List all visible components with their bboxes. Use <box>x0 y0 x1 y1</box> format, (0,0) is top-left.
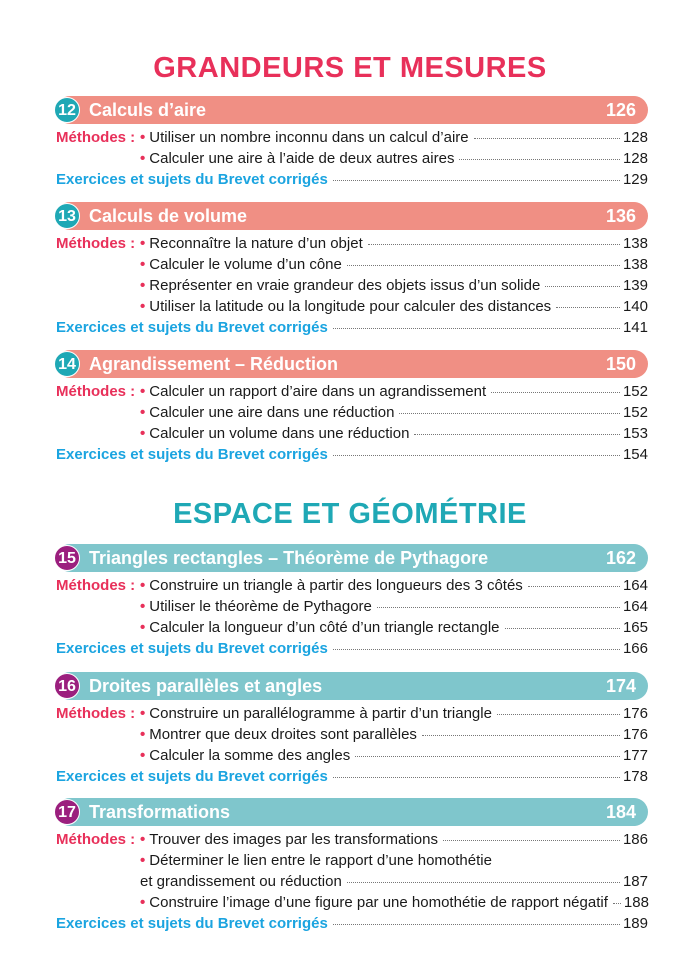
chapter-13 <box>56 202 648 340</box>
method-page: 128 <box>622 150 648 167</box>
dot-leader <box>377 607 620 608</box>
dot-leader <box>528 586 620 587</box>
method-entry[interactable] <box>56 298 648 319</box>
method-page: 139 <box>622 277 648 294</box>
chapter-page: 136 <box>605 206 636 226</box>
exercises-page: 189 <box>622 915 648 932</box>
exercises-label: Exercices et sujets du Brevet corrigés <box>56 768 328 785</box>
dot-leader <box>414 434 620 435</box>
method-entry[interactable] <box>56 577 648 598</box>
method-text: Trouver des images par les transformations <box>149 831 438 848</box>
chapter-header[interactable] <box>56 96 648 124</box>
method-entry[interactable] <box>56 404 648 425</box>
bullet-icon: • <box>140 129 146 146</box>
method-text: Utiliser la latitude ou la longitude pour calculer des distances <box>149 298 552 315</box>
method-page: 152 <box>622 404 648 421</box>
method-text: Calculer le volume d’un cône <box>149 256 342 273</box>
dot-leader <box>347 265 620 266</box>
chapter-header[interactable] <box>56 350 648 378</box>
method-text: Utiliser un nombre inconnu dans un calcul d’aire <box>149 129 469 146</box>
method-text: Calculer la longueur d’un côté d’un triangle rectangle <box>149 619 500 636</box>
method-text: Calculer un rapport d’aire dans un agrandissement <box>149 383 487 400</box>
method-page: 187 <box>622 873 648 890</box>
exercises-page: 178 <box>622 768 648 785</box>
methodes-label: Méthodes : <box>56 705 136 722</box>
bullet-icon: • <box>140 894 146 911</box>
methodes-label: Méthodes : <box>56 235 136 252</box>
method-entry[interactable] <box>56 256 648 277</box>
exercises-entry[interactable] <box>56 319 648 340</box>
method-page: 176 <box>622 726 648 743</box>
method-text: Montrer que deux droites sont parallèles <box>149 726 417 743</box>
dot-leader <box>422 735 620 736</box>
exercises-entry[interactable] <box>56 915 648 936</box>
dot-leader <box>333 924 620 925</box>
methodes-label: Méthodes : <box>56 383 136 400</box>
dot-leader <box>368 244 620 245</box>
method-entry[interactable] <box>56 619 648 640</box>
bullet-icon: • <box>140 726 146 743</box>
method-page: 188 <box>623 894 649 911</box>
chapter-number-badge: 12 <box>54 97 80 123</box>
bullet-icon: • <box>140 298 146 315</box>
bullet-icon: • <box>140 150 146 167</box>
methodes-label: Méthodes : <box>56 129 136 146</box>
chapter-14 <box>56 350 648 467</box>
bullet-icon: • <box>140 404 146 421</box>
bullet-icon: • <box>140 619 146 636</box>
method-text: Calculer un volume dans une réduction <box>149 425 410 442</box>
chapter-header[interactable] <box>56 672 648 700</box>
exercises-label: Exercices et sujets du Brevet corrigés <box>56 171 328 188</box>
method-page: 128 <box>622 129 648 146</box>
chapter-header[interactable] <box>56 544 648 572</box>
method-entry-continuation[interactable] <box>56 873 648 894</box>
dot-leader <box>333 328 620 329</box>
exercises-label: Exercices et sujets du Brevet corrigés <box>56 319 328 336</box>
chapter-page: 174 <box>605 676 636 696</box>
chapter-15 <box>56 544 648 661</box>
exercises-label: Exercices et sujets du Brevet corrigés <box>56 446 328 463</box>
bullet-icon: • <box>140 705 146 722</box>
chapter-header[interactable] <box>56 202 648 230</box>
method-entry[interactable] <box>56 726 648 747</box>
method-page: 140 <box>622 298 648 315</box>
method-text: Reconnaître la nature d’un objet <box>149 235 363 252</box>
exercises-page: 129 <box>622 171 648 188</box>
method-page: 138 <box>622 235 648 252</box>
dot-leader <box>545 286 620 287</box>
method-entry[interactable] <box>56 705 648 726</box>
dot-leader <box>491 392 620 393</box>
exercises-entry[interactable] <box>56 640 648 661</box>
method-entry[interactable] <box>56 852 648 873</box>
chapter-number-badge: 15 <box>54 545 80 571</box>
methodes-label: Méthodes : <box>56 831 136 848</box>
chapter-page: 162 <box>605 548 636 568</box>
method-entry[interactable] <box>56 383 648 404</box>
chapter-12 <box>56 96 648 192</box>
method-text: Calculer une aire à l’aide de deux autres aires <box>149 150 455 167</box>
method-page: 164 <box>622 598 648 615</box>
method-entry[interactable] <box>56 425 648 446</box>
bullet-icon: • <box>140 598 146 615</box>
bullet-icon: • <box>140 852 146 869</box>
method-entry[interactable] <box>56 129 648 150</box>
method-text: Construire un triangle à partir des longueurs des 3 côtés <box>149 577 523 594</box>
chapter-title: Triangles rectangles – Théorème de Pythagore <box>89 548 489 568</box>
exercises-entry[interactable] <box>56 446 648 467</box>
dot-leader <box>497 714 620 715</box>
bullet-icon: • <box>140 235 146 252</box>
chapter-number-badge: 17 <box>54 799 80 825</box>
method-entry[interactable] <box>56 235 648 256</box>
method-entry[interactable] <box>56 831 648 852</box>
dot-leader <box>613 903 621 904</box>
bullet-icon: • <box>140 831 146 848</box>
method-page: 177 <box>622 747 648 764</box>
dot-leader <box>333 777 620 778</box>
exercises-page: 166 <box>622 640 648 657</box>
dot-leader <box>505 628 620 629</box>
chapter-number-badge: 14 <box>54 351 80 377</box>
bullet-icon: • <box>140 256 146 273</box>
dot-leader <box>399 413 620 414</box>
chapter-number-badge: 13 <box>54 203 80 229</box>
method-page: 164 <box>622 577 648 594</box>
method-entry[interactable] <box>56 150 648 171</box>
chapter-page: 184 <box>605 802 636 822</box>
method-page: 153 <box>622 425 648 442</box>
method-entry[interactable] <box>56 277 648 298</box>
dot-leader <box>474 138 620 139</box>
chapter-16 <box>56 672 648 789</box>
bullet-icon: • <box>140 383 146 400</box>
chapter-17 <box>56 798 648 936</box>
chapter-title: Droites parallèles et angles <box>89 676 323 696</box>
dot-leader <box>459 159 620 160</box>
method-text: Construire un parallélogramme à partir d’un triangle <box>149 705 492 722</box>
exercises-page: 154 <box>622 446 648 463</box>
method-page: 138 <box>622 256 648 273</box>
exercises-label: Exercices et sujets du Brevet corrigés <box>56 915 328 932</box>
chapter-page: 126 <box>605 100 636 120</box>
method-entry[interactable] <box>56 598 648 619</box>
dot-leader <box>333 455 620 456</box>
dot-leader <box>443 840 620 841</box>
chapter-number-badge: 16 <box>54 673 80 699</box>
method-page: 186 <box>622 831 648 848</box>
exercises-page: 141 <box>622 319 648 336</box>
chapter-title: Agrandissement – Réduction <box>89 354 339 374</box>
method-text: Calculer la somme des angles <box>149 747 351 764</box>
chapter-title: Transformations <box>89 802 231 822</box>
dot-leader <box>333 180 620 181</box>
exercises-label: Exercices et sujets du Brevet corrigés <box>56 640 328 657</box>
method-text-continuation: et grandissement ou réduction <box>140 873 342 890</box>
method-page: 176 <box>622 705 648 722</box>
method-text: Utiliser le théorème de Pythagore <box>149 598 372 615</box>
method-entry[interactable] <box>56 894 648 915</box>
chapter-title: Calculs de volume <box>89 206 248 226</box>
chapter-title: Calculs d’aire <box>89 100 207 120</box>
dot-leader <box>355 756 620 757</box>
method-entry[interactable] <box>56 747 648 768</box>
bullet-icon: • <box>140 747 146 764</box>
section-title-grandeurs: GRANDEURS ET MESURES <box>153 52 547 84</box>
exercises-entry[interactable] <box>56 768 648 789</box>
section-title-espace: ESPACE ET GÉOMÉTRIE <box>173 498 527 530</box>
method-text: Calculer une aire dans une réduction <box>149 404 395 421</box>
method-text: Représenter en vraie grandeur des objets issus d’un solide <box>149 277 541 294</box>
methodes-label: Méthodes : <box>56 577 136 594</box>
bullet-icon: • <box>140 277 146 294</box>
dot-leader <box>556 307 620 308</box>
method-text: Déterminer le lien entre le rapport d’une homothétie <box>149 852 492 869</box>
bullet-icon: • <box>140 577 146 594</box>
chapter-header[interactable] <box>56 798 648 826</box>
dot-leader <box>333 649 620 650</box>
exercises-entry[interactable] <box>56 171 648 192</box>
method-text: Construire l’image d’une figure par une homothétie de rapport négatif <box>149 894 608 911</box>
bullet-icon: • <box>140 425 146 442</box>
dot-leader <box>347 882 620 883</box>
chapter-page: 150 <box>605 354 636 374</box>
method-page: 152 <box>622 383 648 400</box>
method-page: 165 <box>622 619 648 636</box>
